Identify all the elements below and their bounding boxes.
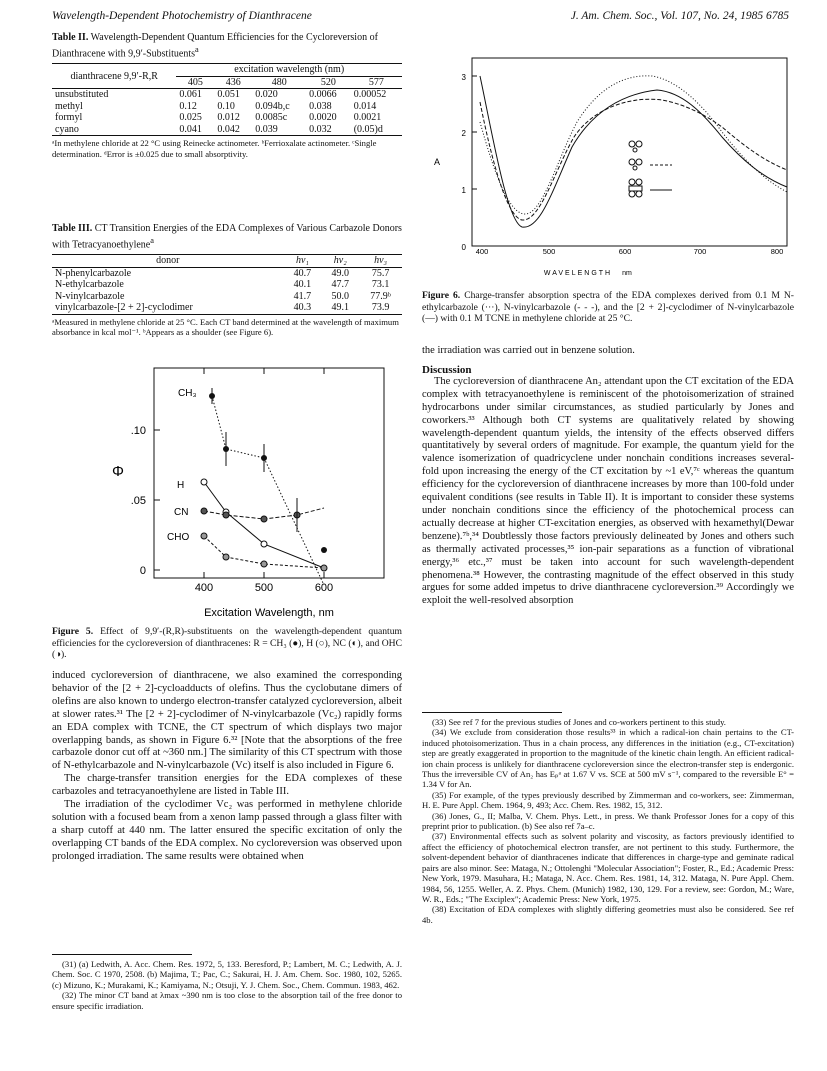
reference: (36) Jones, G., II; Malba, V. Chem. Phys. Lett., in press. We thank Professor Jones for a copy of this preprint prior to publication. (b) See also ref 7a–c. <box>422 810 794 832</box>
table-2-grid <box>52 63 402 136</box>
table-3-grid <box>52 254 402 315</box>
section-heading-discussion: Discussion <box>422 363 472 376</box>
table-3-header: hν₂ <box>333 255 347 267</box>
fig5-point-cho <box>261 561 267 567</box>
fig6-curve-ethylcarbazole <box>480 76 787 214</box>
fig5-y-axis-label: Φ <box>112 463 124 480</box>
table-row <box>52 291 402 303</box>
table-2-footnote: ᵃIn methylene chloride at 22 °C using Reinecke actinometer. ᵇFerrioxalate actinometer. ᶜSingle determination. ᵈError is ±0.025 due to small absorptivity. <box>52 138 377 159</box>
figure-5-caption: Figure 5. Effect of 9,9′-(R,R)-substituents on the wavelength-dependent quantum efficiencies for the cycloreversion of dianthracenes: R = CH₃ (●), H (○), NC (◐), and OHC (◑). <box>52 626 402 660</box>
fig6-xtick-label: 600 <box>618 247 632 256</box>
table-2-cell: 0.041 <box>179 123 202 135</box>
reference-31: (31) (a) Ledwith, A. Acc. Chem. Res. 1972, 5, 133. Beresford, P.; Lambert, M. C.; Ledwith, A. J. Chem. Soc. C 1970, 2508. (b) Majima, T.; Pac, C.; Sakurai, H. J. Am. Chem. Soc. 1980, 102, 5265. (c) Mizuno, K.; Murakami, K.; Kamiyama, N.; Otsuji, Y. J. Chem. Soc., Chem. Commun. 1983, 462. <box>52 959 402 990</box>
table-3-cell: 40.3 <box>293 302 312 314</box>
right-body-text <box>422 345 794 608</box>
figure-6-caption: Figure 6. Charge-transfer absorption spectra of the EDA complexes derived from 0.1 M N-ethylcarbazole (···), N-vinylcarbazole (- - -), and the [2 + 2]-cyclodimer of N-vinylcarbazole (—) with 0.1 M TCNE in methylene chloride at 25 °C. <box>422 290 794 324</box>
table-2-wavelength-header: 520 <box>320 76 336 88</box>
fig5-series-ch3-line-tail <box>264 458 324 585</box>
table-3-header: hν₁ <box>295 255 309 267</box>
table-3-cell: 77.9ᵇ <box>370 290 391 302</box>
table-2 <box>52 32 402 159</box>
fig6-ytick-label: 0 <box>461 243 466 252</box>
table-2-group-header: excitation wavelength (nm) <box>176 64 402 77</box>
table-2-cell: 0.042 <box>217 123 240 135</box>
reference: (35) For example, of the types previously described by Zimmerman and co-workers, see: Zimmerman, H. E. Pure Appl. Chem. 1964, 9, 493; Acc. Chem. Res. 1982, 15, 312. <box>422 789 794 811</box>
table-2-row-label: cyano <box>55 123 79 135</box>
table-row <box>52 267 402 279</box>
table-2-cell: 0.094b,c <box>255 100 290 112</box>
table-row <box>52 302 402 314</box>
table-3-header: donor <box>156 255 180 267</box>
table-2-cell: 0.032 <box>309 123 332 135</box>
reference: (38) Excitation of EDA complexes with slightly differing geometries must also be considered. See ref 4b. <box>422 904 794 925</box>
fig6-y-axis-label: A <box>434 157 441 167</box>
table-2-caption: Table II. Wavelength-Dependent Quantum Efficiencies for the Cycloreversion of Dianthracene with 9,9′-Substituents$^a$ <box>52 32 378 60</box>
fig5-series-label-cn: CN <box>174 507 189 518</box>
table-2-cell: 0.038 <box>309 100 332 112</box>
table-3 <box>52 223 402 338</box>
table-2-cell: 0.051 <box>217 89 240 101</box>
table-3-row-label: N-vinylcarbazole <box>55 290 125 302</box>
fig5-point-h <box>261 541 267 547</box>
fig5-point-ch3 <box>321 547 327 553</box>
fig5-point-cn <box>223 512 229 518</box>
figure-5-chart <box>52 360 402 650</box>
table-2-wavelength-header: 405 <box>187 76 203 88</box>
fig5-point-h <box>201 479 207 485</box>
fig5-ytick-label: .05 <box>130 495 146 507</box>
table-3-row-label: vinylcarbazole-[2 + 2]-cyclodimer <box>55 302 193 314</box>
footnote-rule <box>52 954 192 955</box>
fig5-ytick-label: .10 <box>130 425 146 437</box>
table-2-cell: 0.012 <box>217 112 240 124</box>
table-2-cell: 0.0021 <box>353 112 382 124</box>
table-3-row-label: N-phenylcarbazole <box>55 267 132 279</box>
fig5-series-label-h: H <box>177 480 185 491</box>
paragraph: the irradiation was carried out in benzene solution. <box>422 345 635 356</box>
table-2-cell: 0.0085c <box>255 112 288 124</box>
fig6-xtick-label: 700 <box>693 247 707 256</box>
table-row <box>52 124 402 136</box>
table-3-cell: 73.1 <box>371 279 390 291</box>
table-3-cell: 41.7 <box>293 290 312 302</box>
fig6-legend-structure-dimer <box>629 179 672 197</box>
table-2-cell: 0.0066 <box>309 89 337 101</box>
table-2-cell: 0.025 <box>179 112 202 124</box>
fig5-x-axis-label: Excitation Wavelength, nm <box>204 607 334 619</box>
fig5-series-ch3-line <box>212 396 264 458</box>
table-2-cell: 0.10 <box>217 100 235 112</box>
table-2-cell: 0.0020 <box>309 112 337 124</box>
fig6-x-axis-unit: nm <box>622 270 632 277</box>
table-row <box>52 279 402 291</box>
table-3-row-label: N-ethylcarbazole <box>55 279 124 291</box>
table-row <box>52 101 402 113</box>
reference: (37) Environmental effects such as solvent polarity and viscosity, as factors previously identified to affect the efficiency of photochemical electron transfer, are not pertinent to this study. Furthermore, the solvent-dependent behavior of dianthracenes indicate that differences in charge-type and geminate radical pairs are also minor. See: Mataga, N.; Ottolenghi "Molecular Association"; Foster, R., Ed.; Academic Press: New York, 1979. Masuhara, H.; Mataga, N. Acc. Chem. Res. 1981, 14, 312. Mataga, N. Pure Appl. Chem. 1984, 56, 1255. Weller, A. Z. Phys. Chem. (Munich) 1982, 130, 129. For a review, see: Gordon, M.; Ware, W. R., Eds.; "The Exciplex"; Academic Press: New York, 1975. <box>422 831 794 904</box>
table-2-row-label: methyl <box>55 100 83 112</box>
table-2-wavelength-header: 480 <box>271 76 287 88</box>
fig5-xtick-label: 500 <box>254 582 274 594</box>
figure-6-frame <box>472 58 787 246</box>
running-header-title: Wavelength-Dependent Photochemistry of Dianthracene <box>52 10 312 22</box>
footnote-rule <box>422 712 562 713</box>
table-3-cell: 40.7 <box>293 267 312 279</box>
reference-32: (32) The minor CT band at λmax ~390 nm is too close to the absorption tail of the free donor to ensure specific irradiation. <box>52 990 402 1011</box>
table-2-cell: 0.039 <box>255 123 278 135</box>
fig5-ytick-label: 0 <box>139 565 146 577</box>
fig5-point-cho <box>321 565 327 571</box>
figure-6-chart <box>422 52 794 284</box>
fig6-xtick-label: 400 <box>475 247 489 256</box>
table-2-col0-header: dianthracene 9,9′-R,R <box>52 64 176 89</box>
table-2-row-label: formyl <box>55 112 83 124</box>
table-3-cell: 50.0 <box>331 290 349 302</box>
running-header-journal: J. Am. Chem. Soc., Vol. 107, No. 24, 1985 6785 <box>570 10 789 22</box>
fig6-legend-structure-ethyl <box>629 141 642 152</box>
table-row <box>52 89 402 101</box>
table-3-cell: 75.7 <box>371 267 390 279</box>
fig5-point-cn <box>261 516 267 522</box>
table-3-footnote: ᵃMeasured in methylene chloride at 25 °C. Each CT band determined at the wavelength of maximum absorbance in kcal mol⁻¹. ᵇAppears as a shoulder (see Figure 6). <box>52 316 399 338</box>
table-3-cell: 40.1 <box>293 279 312 291</box>
table-3-cell: 49.1 <box>331 302 349 314</box>
fig6-legend-structure-vinyl <box>629 159 672 170</box>
paragraph: induced cycloreversion of dianthracene, we also examined the corresponding behavior of the [2 + 2]-cycloadducts of olefins. Thus the cyclobutane dimers of olefins are also known to undergo electron-transfer catalyzed cycloreversion, albeit at slower rates.³¹ The [2 + 2]-cyclodimer of N-vinylcarbazole (Vc₂) rapidly forms an EDA complex with TCNE, the CT spectrum of which displays two major overlapping bands, as shown in Figure 6.³² [Note that the absorptions of the free carbazole donor cut off at ~360 nm.] The similarity of this CT spectrum with those of N-ethylcarbazole and N-vinylcarbazole (Vc) itself is also included in Figure 6. <box>52 670 402 772</box>
table-2-cell: 0.061 <box>179 89 202 101</box>
table-3-cell: 73.9 <box>371 302 390 314</box>
fig5-point-cho <box>201 533 207 539</box>
table-2-cell: (0.05)d <box>353 123 383 135</box>
table-2-cell: 0.12 <box>179 100 197 112</box>
table-3-cell: 49.0 <box>331 267 349 279</box>
left-body-text <box>52 670 402 864</box>
reference: (34) We exclude from consideration those results³³ in which a radical-ion chain pertains to the CT-induced photoisomerization. Thus in a chain process, any differences in the initiation (e.g., CT-excitation) step are greatly exaggerated in proportion to the magnitude of the kinetic chain length. An efficient radical-ion chain process is unlikely for dianthracene cycloreversion since the electron-transfer step is endergonic. Thus the irreversible CV of An₂ has Eₚᵃ at 1.67 V vs. SCE at 500 mV s⁻¹, compared to the reversible E° = 1.34 V for An. <box>422 727 794 790</box>
fig6-x-axis-label: WAVELENGTH <box>543 270 613 277</box>
table-3-header: hν₃ <box>374 255 388 267</box>
fig5-series-label-ch3: CH₃ <box>178 388 197 399</box>
table-2-row-label: unsubstituted <box>55 89 109 101</box>
fig5-point-cn <box>201 508 207 514</box>
fig6-ytick-label: 2 <box>461 129 466 138</box>
right-references <box>422 708 794 925</box>
left-references <box>52 950 402 1011</box>
fig5-xtick-label: 400 <box>194 582 214 594</box>
paragraph: The irradiation of the cyclodimer Vc₂ was performed in methylene chloride solution with a focused beam from a xenon lamp passed through a glass filter with a sharp cutoff at 440 nm. The latter ensured the specific excitation of only the overlapping CT bands of the EDA complex. No cycloreversion was observed upon prolonged irradiation. The same results were obtained when <box>52 799 402 862</box>
fig6-xtick-label: 500 <box>542 247 556 256</box>
fig6-xtick-label: 800 <box>770 247 784 256</box>
paragraph: The cycloreversion of dianthracene An₂ attendant upon the CT excitation of the EDA complex with tetracyanoethylene is reminiscent of the photoisomerization of strained hydrocarbons under similar circumstances, as studied particularly by Jones and coworkers.³³ Although both CT systems are qualitatively related by showing wavelength-dependent quantum yields, the intensity of the effects observed differs quantitatively by several orders of magnitude. For example, the quantum yield for the valence isomerization of quadricyclene under nonchain conditions increases several-fold upon increasing the energy of the CT excitation by ~1 eV,⁷ᶜ whereas the quantum efficiency for the cycloreversion of dianthracene increases by more than 100-fold under equivalent conditions (see results in Table II). It is important to consider these systems under nonchain conditions since the efficiency of the photochemical process can actually decrease at higher CT-excitation energies, as observed with hexamethyl(Dewar benzene).⁷ᵇ,³⁴ Doubtlessly those factors previously delineated by Jones and others such as thermally activated processes,³⁵ ion-pair separations as a function of vibrational energy,³⁶ etc.,³⁷ must be taken into account for such wavelength-dependent phenomena.³⁸ However, the contrasting magnitude of the effect observed in this study argues for some added impetus to drive dianthracene cycloreversion.³⁹ Accordingly we exploit the well-resolved absorption <box>422 375 794 607</box>
fig5-series-h-line <box>204 482 324 568</box>
fig6-ytick-label: 1 <box>461 186 466 195</box>
table-2-cell: 0.020 <box>255 89 278 101</box>
fig5-point-cho <box>223 554 229 560</box>
fig5-xtick-label: 600 <box>314 582 334 594</box>
table-3-caption: Table III. CT Transition Energies of the EDA Complexes of Various Carbazole Donors with Tetracyanoethylene$^a$ <box>52 223 402 251</box>
fig5-series-label-cho: CHO <box>167 532 190 543</box>
table-row <box>52 112 402 124</box>
table-2-wavelength-header: 436 <box>225 76 241 88</box>
paragraph: The charge-transfer transition energies for the EDA complexes of these carbazoles and tetracyanoethylene are listed in Table III. <box>52 773 402 798</box>
fig6-ytick-label: 3 <box>461 73 466 82</box>
table-2-cell: 0.014 <box>353 100 377 112</box>
table-2-cell: 0.00052 <box>353 89 387 101</box>
table-2-wavelength-header: 577 <box>368 76 384 88</box>
reference: (33) See ref 7 for the previous studies of Jones and co-workers pertinent to this study. <box>432 717 726 727</box>
table-3-cell: 47.7 <box>331 279 349 291</box>
